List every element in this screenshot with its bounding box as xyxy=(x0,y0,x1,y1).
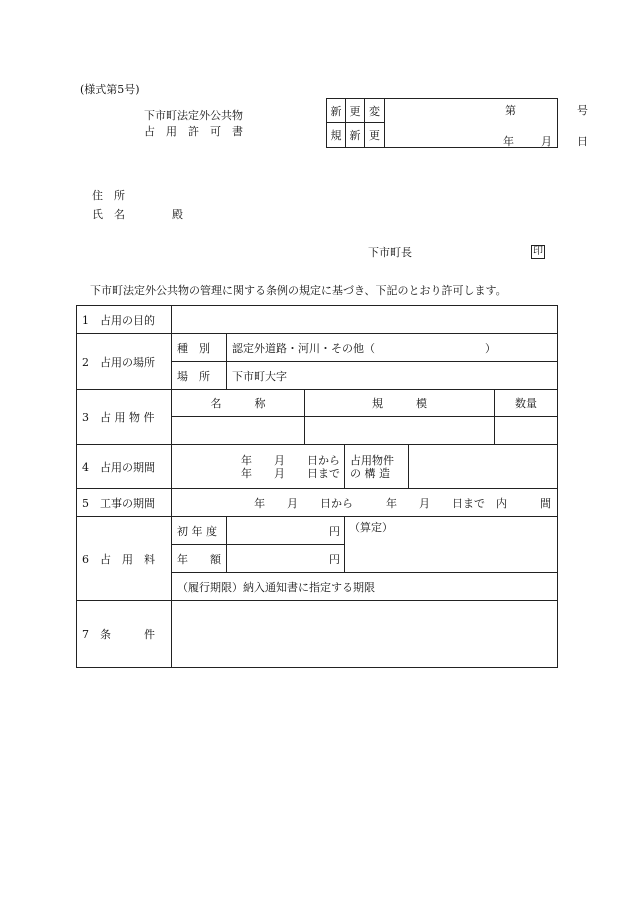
yen-unit-2: 円 xyxy=(329,552,340,566)
conditions-label: 7 条 件 xyxy=(77,601,172,668)
seal-mark: 印 xyxy=(533,246,543,257)
item-col-qty: 数量 xyxy=(495,390,558,417)
place-label: 2 占用の場所 xyxy=(77,334,172,390)
period-value xyxy=(172,445,345,489)
work-label: 5 工事の期間 xyxy=(77,489,172,517)
item-label: 3 占 用 物 件 xyxy=(77,390,172,445)
date-day: 日 xyxy=(577,135,588,148)
doc-title-line2: 占 用 許 可 書 xyxy=(144,125,243,138)
place-type-label: 種 別 xyxy=(172,334,227,362)
item-col-scale: 規 模 xyxy=(305,390,495,417)
type-renew-1: 更 xyxy=(346,99,365,123)
type-change-2: 更 xyxy=(365,123,385,148)
place-location-label: 場 所 xyxy=(172,362,227,390)
name-label: 氏 名 xyxy=(92,208,125,221)
issuer-title: 下市町長 xyxy=(368,246,412,259)
type-change-1: 変 xyxy=(365,99,385,123)
purpose-label: 1 占用の目的 xyxy=(77,306,172,334)
item-scale-value xyxy=(305,417,495,445)
honorific: 殿 xyxy=(172,208,183,221)
type-new-1: 新 xyxy=(327,99,346,123)
place-location-value: 下市町大字 xyxy=(227,362,558,390)
form-number: (様式第5号) xyxy=(80,83,140,96)
number-suffix: 号 xyxy=(577,104,588,117)
work-period-value: 年 月 日から 年 月 日まで 内 間 xyxy=(172,489,558,517)
fee-annual-value xyxy=(227,545,345,573)
period-label: 4 占用の期間 xyxy=(77,445,172,489)
header-box xyxy=(326,98,588,148)
type-new-2: 規 xyxy=(327,123,346,148)
permission-statement: 下市町法定外公共物の管理に関する条例の規定に基づき、下記のとおり許可します。 xyxy=(90,284,507,297)
fee-first-year-label: 初 年 度 xyxy=(172,517,227,545)
structure-value xyxy=(409,445,558,489)
fee-first-year-value xyxy=(227,517,345,545)
item-col-name: 名 称 xyxy=(172,390,305,417)
period-to: 年 月 日まで xyxy=(241,466,340,480)
date-month: 月 xyxy=(541,135,552,148)
address-label: 住 所 xyxy=(92,189,125,202)
item-qty-value xyxy=(495,417,558,445)
header-number-date xyxy=(385,99,588,148)
fee-calc-label: （算定） xyxy=(349,521,393,534)
item-name-value xyxy=(172,417,305,445)
purpose-value xyxy=(172,306,558,334)
place-type-value: 認定外道路・河川・その他（ ） xyxy=(227,334,558,362)
number-prefix: 第 xyxy=(505,104,516,117)
structure-label-1: 占用物件 xyxy=(350,453,394,467)
structure-label xyxy=(345,445,409,489)
fee-annual-label: 年 額 xyxy=(172,545,227,573)
structure-label-2: の 構 造 xyxy=(350,466,390,480)
fee-calc-box xyxy=(345,517,558,573)
type-renew-2: 新 xyxy=(346,123,365,148)
fee-label: 6 占 用 料 xyxy=(77,517,172,601)
period-from: 年 月 日から xyxy=(241,453,340,467)
yen-unit-1: 円 xyxy=(329,524,340,538)
date-year: 年 xyxy=(503,135,514,148)
doc-title-line1: 下市町法定外公共物 xyxy=(144,109,243,122)
conditions-value xyxy=(172,601,558,668)
fee-deadline: （履行期限）納入通知書に指定する期限 xyxy=(172,573,558,601)
permit-table xyxy=(76,305,558,668)
